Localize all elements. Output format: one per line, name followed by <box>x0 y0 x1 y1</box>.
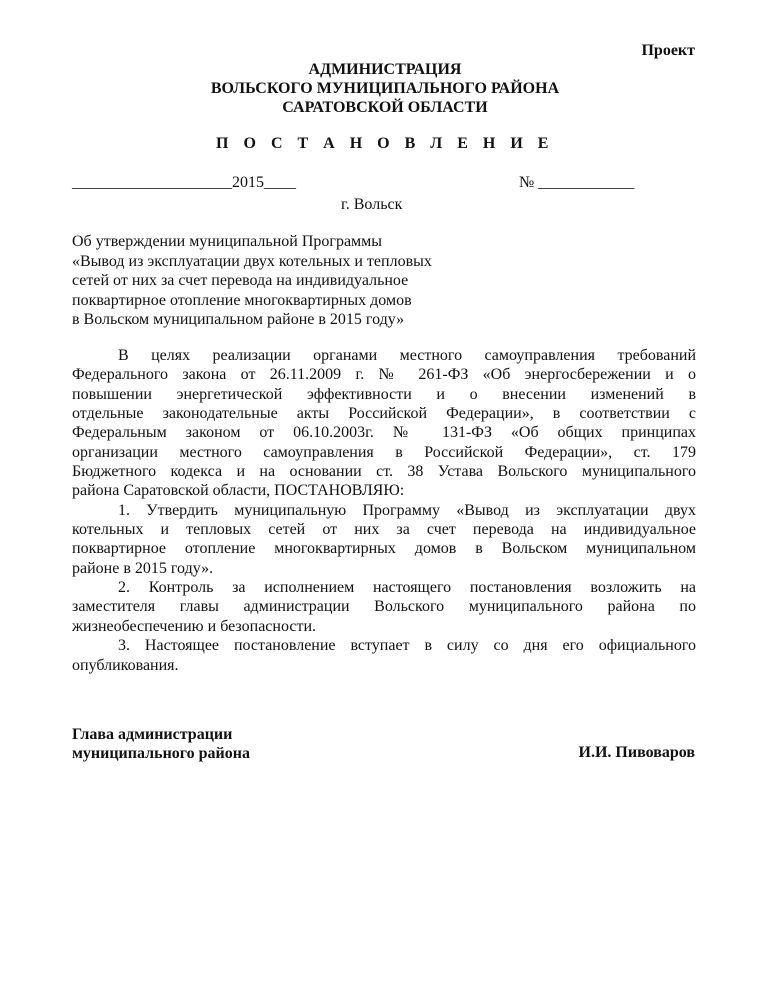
organization-header <box>120 60 650 117</box>
header-line-2: ВОЛЬСКОГО МУНИЦИПАЛЬНОГО РАЙОНА <box>210 80 560 97</box>
subject-line: в Вольском муниципальном районе в 2015 году» <box>72 311 405 329</box>
number-field: № ____________ <box>519 174 635 191</box>
body-line: В целях реализации органами местного самоуправления требований <box>118 347 696 364</box>
body-line: жизнеобеспечению и безопасности. <box>72 617 317 635</box>
decree-subject <box>72 232 512 330</box>
decree-title: П О С Т А Н О В Л Е Н И Е <box>216 135 554 152</box>
body-line: заместителя главы администрации Вольского муниципального района по <box>72 598 696 616</box>
body-line: 3. Настоящее постановление вступает в силу со дня его официального <box>118 637 696 655</box>
body-line: районе в 2015 году». <box>72 559 214 577</box>
body-line: котельных и тепловых сетей от них за счет перевода на индивидуальное <box>72 521 696 539</box>
header-line-1: АДМИНИСТРАЦИЯ <box>308 61 462 78</box>
city-name: г. Вольск <box>341 196 403 213</box>
subject-line: поквартирное отопление многоквартирных домов <box>72 291 412 309</box>
subject-line: сетей от них за счет перевода на индивидуальное <box>72 272 409 290</box>
subject-line: Об утверждении муниципальной Программы <box>72 233 383 250</box>
header-line-3: САРАТОВСКОЙ ОБЛАСТИ <box>282 99 488 116</box>
signatory-name: И.И. Пивоваров <box>578 744 695 761</box>
body-line: 2. Контроль за исполнением настоящего постановления возложить на <box>118 579 696 597</box>
body-line: повышении энергетической эффективности и о внесении изменений в <box>72 385 696 403</box>
body-line: района Саратовской области, ПОСТАНОВЛЯЮ: <box>72 482 405 500</box>
body-line: отдельные законодательные акты Российской Федерации», в соответствии с <box>72 405 696 423</box>
signatory-role <box>72 725 250 763</box>
body-line: Бюджетного кодекса и на основании ст. 38 Устава Вольского муниципального <box>72 463 696 481</box>
body-line: 1. Утвердить муниципальную Программу «Вывод из эксплуатации двух <box>118 501 696 519</box>
body-line: Федерального закона от 26.11.2009 г. № 261-ФЗ «Об энергосбережении и о <box>72 366 696 384</box>
body-line: Федеральным законом от 06.10.2003г. № 131-ФЗ «Об общих принципах <box>72 424 696 442</box>
signatory-role-line-2: муниципального района <box>72 745 250 762</box>
date-field: ____________________2015____ <box>72 174 296 191</box>
draft-stamp: Проект <box>641 42 695 59</box>
signatory-role-line-1: Глава администрации <box>72 726 233 743</box>
body-line: опубликования. <box>72 656 179 674</box>
decree-body <box>72 346 696 675</box>
subject-line: «Вывод из эксплуатации двух котельных и тепловых <box>72 252 432 270</box>
body-line: организации местного самоуправления в Российской Федерации», ст. 179 <box>72 443 696 461</box>
body-line: поквартирное отопление многоквартирных домов в Вольском муниципальном <box>72 540 696 558</box>
